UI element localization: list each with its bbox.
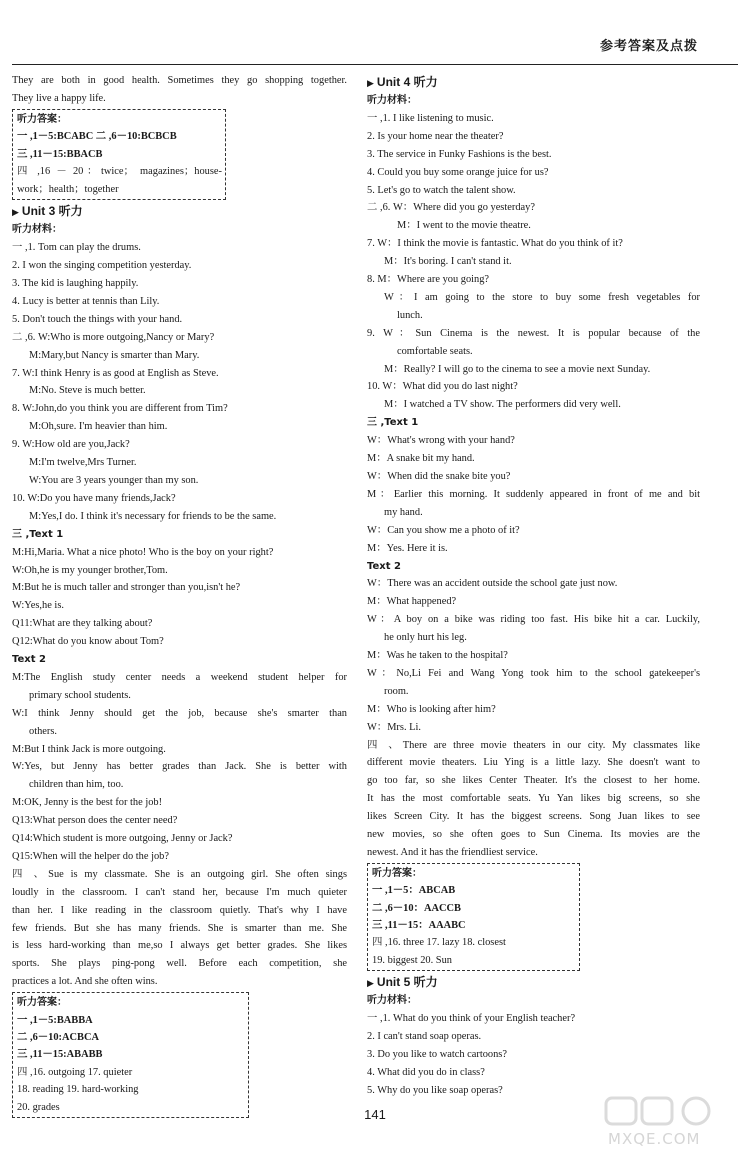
passage-line: is less hard-working than me,so I always get better grades. She likes: [12, 940, 347, 952]
triangle-bullet-icon: ▶: [367, 78, 374, 88]
header-title: 参考答案及点拨: [599, 39, 698, 54]
question-line: Q12:What do you know about Tom?: [12, 636, 164, 648]
dialogue-line: W：When did the snake bite you?: [367, 471, 511, 482]
dialogue-line: M:Mary,but Nancy is smarter than Mary.: [29, 349, 200, 361]
question-line: Q13:What person does the center need?: [12, 815, 178, 827]
dialogue-line: M:But he is much taller and stronger than you,isn't he?: [12, 582, 241, 594]
dialogue-line: W：What's wrong with your hand?: [367, 435, 515, 447]
section-line: 4. What did you do in class?: [367, 1066, 485, 1078]
dialogue-line: M：Yes. Here it is.: [367, 542, 448, 554]
intro-line: They are both in good health. Sometimes they go shopping together.: [12, 75, 347, 86]
unit3-heading: ▶ Unit 3 听力: [12, 204, 83, 219]
question-line: Q11:What are they talking about?: [12, 618, 153, 630]
right-column: [367, 72, 700, 1100]
answer-line: 三 ,11－15:BBACB: [17, 148, 103, 160]
material-label: 听力材料：: [12, 224, 62, 236]
section-line: 4. Lucy is better at tennis than Lily.: [12, 295, 160, 307]
dialogue-line: W：No,Li Fei and Wang Yong took him to the school gatekeeper's: [367, 667, 700, 679]
passage-line: 四 、Sue is my classmate. She is an outgoing girl. She often sings: [12, 868, 347, 880]
passage-line: different movie theaters. Liu Ying is a little lazy. She doesn't want to: [367, 757, 700, 769]
dialogue-line: M:But I think Jack is more outgoing.: [12, 743, 166, 755]
answer-line: 一 ,1－5：ABCAB: [372, 885, 456, 897]
dialogue-line: M:Hi,Maria. What a nice photo! Who is the boy on your right?: [12, 546, 274, 558]
material-label: 听力材料：: [367, 95, 417, 106]
dialogue-line: M:Oh,sure. I'm heavier than him.: [29, 421, 168, 433]
dialogue-line: M:Yes,I do. I think it's necessary for friends to be the same.: [29, 510, 277, 522]
passage-line: sports. She plays ping-pong well. Before each competition, she: [12, 958, 347, 970]
dialogue-line: M：A snake bit my hand.: [367, 453, 475, 465]
unit5-heading: ▶ Unit 5 听力: [367, 975, 438, 990]
dialogue-line: M:No. Steve is much better.: [29, 385, 146, 397]
answer-line: 四 ,16 － 20：twice； magazines；house-: [17, 166, 222, 178]
passage-line: few friends. But she has many friends. She is smarter than me. She: [12, 922, 347, 934]
answer-line: 一 ,1－5:BABBA: [17, 1014, 93, 1026]
section-line: 5. Don't touch the things with your hand.: [12, 313, 183, 325]
passage-line: new movies, so she often goes to Sun Cinema. Its movies are the: [367, 829, 700, 840]
dialogue-line: 10. W：What did you do last night?: [367, 381, 518, 393]
answer-line: 四 ,16. outgoing 17. quieter: [17, 1066, 133, 1078]
section-line: 2. I won the singing competition yesterday.: [12, 260, 192, 272]
section-line: 3. The service in Funky Fashions is the best.: [367, 148, 552, 160]
text2-label: Text 2: [12, 654, 46, 666]
passage-line: likes Screen City. It has the biggest screens. Song Juan likes to see: [367, 811, 700, 823]
passage-line: loudly in the classroom. I can't stand her, because I'm much quieter: [12, 886, 347, 898]
section-line: 5. Why do you like soap operas?: [367, 1084, 503, 1096]
dialogue-line: 二 ,6. W：Where did you go yesterday?: [367, 202, 535, 214]
answer-line: 一 ,1－5:BCABC 二 ,6－10:BCBCB: [17, 131, 177, 143]
dialogue-line: lunch.: [397, 309, 423, 321]
dialogue-line: W：There was an accident outside the school gate just now.: [367, 578, 618, 590]
dialogue-line: M：Who is looking after him?: [367, 703, 496, 715]
header-rule: [12, 64, 738, 65]
answer-line: 二 ,6－10：AACCB: [372, 902, 461, 914]
dialogue-line: he only hurt his leg.: [384, 632, 467, 644]
dialogue-line: children than him, too.: [29, 779, 124, 791]
section-line: 一 ,1. I like listening to music.: [367, 112, 494, 124]
passage-line: 四 、There are three movie theaters in our city. My classmates like: [367, 739, 700, 751]
triangle-bullet-icon: ▶: [367, 978, 374, 989]
answer-line: 19. biggest 20. Sun: [372, 954, 452, 966]
dialogue-line: my hand.: [384, 506, 423, 518]
answer-line: 三 ,11－15:ABABB: [17, 1049, 103, 1061]
dialogue-line: 10. W:Do you have many friends,Jack?: [12, 492, 176, 504]
unit4-heading: ▶ Unit 4 听力: [367, 75, 438, 89]
dialogue-line: W:I think Jenny should get the job, because she's smarter than: [12, 707, 347, 719]
answer-line: 二 ,6－10:ACBCA: [17, 1031, 99, 1043]
dialogue-line: M：What happened?: [367, 596, 457, 608]
watermark-text: MXQE.COM: [608, 1130, 701, 1148]
section-line: 2. I can't stand soap operas.: [367, 1031, 482, 1043]
dialogue-line: M:The English study center needs a weekend student helper for: [12, 671, 347, 683]
section-line: 一 ,1. Tom can play the drums.: [12, 242, 141, 254]
watermark-logo: [602, 1094, 742, 1150]
dialogue-line: M：It's boring. I can't stand it.: [384, 256, 512, 268]
passage-line: than her. I like reading in the classroom quietly. That's why I have: [12, 904, 347, 916]
intro-line: They live a happy life.: [12, 92, 106, 104]
dialogue-line: W：A boy on a bike was riding too fast. His bike hit a car. Luckily,: [367, 614, 700, 626]
text2-label: Text 2: [367, 560, 401, 572]
dialogue-line: others.: [29, 725, 57, 737]
dialogue-line: M：Really? I will go to the cinema to see a movie next Sunday.: [384, 363, 651, 375]
dialogue-line: room.: [384, 685, 409, 697]
section-line: 3. Do you like to watch cartoons?: [367, 1048, 507, 1060]
section-line: 3. The kid is laughing happily.: [12, 278, 139, 290]
dialogue-line: 9. W:How old are you,Jack?: [12, 439, 130, 451]
passage-line: It has the most comfortable seats. Yu Yan likes big screens, so she: [367, 793, 700, 805]
dialogue-line: 7. W：I think the movie is fantastic. What do you think of it?: [367, 238, 623, 250]
passage-line: practices a lot. And she often wins.: [12, 976, 158, 988]
triangle-bullet-icon: ▶: [12, 207, 19, 218]
answer-line: 18. reading 19. hard-working: [17, 1084, 139, 1096]
section-line: 2. Is your home near the theater?: [367, 130, 504, 142]
dialogue-line: M：I went to the movie theatre.: [397, 220, 531, 232]
dialogue-line: W：Mrs. Li.: [367, 721, 421, 733]
section-line: 一 ,1. What do you think of your English teacher?: [367, 1013, 576, 1025]
dialogue-line: 7. W:I think Henry is as good at English as Steve.: [12, 367, 219, 379]
dialogue-line: M：Was he taken to the hospital?: [367, 650, 508, 662]
dialogue-line: M：I watched a TV show. The performers did very well.: [384, 399, 621, 411]
dialogue-line: W:You are 3 years younger than my son.: [29, 475, 199, 486]
dialogue-line: 8. W:John,do you think you are different from Tim?: [12, 403, 228, 415]
dialogue-line: M:I'm twelve,Mrs Turner.: [29, 457, 137, 469]
dialogue-line: primary school students.: [29, 689, 131, 701]
text1-label: 三 ,Text 1: [12, 528, 64, 540]
dialogue-line: W:Yes, but Jenny has better grades than Jack. She is better with: [12, 761, 347, 773]
page-header: [0, 0, 750, 62]
answer-line: work；health；together: [17, 183, 119, 195]
answer-box-unit3: [12, 992, 249, 1118]
dialogue-line: 9. W：Sun Cinema is the newest. It is popular because of the: [367, 327, 700, 339]
dialogue-line: 8. M：Where are you going?: [367, 274, 490, 286]
dialogue-line: 二 ,6. W:Who is more outgoing,Nancy or Mary?: [12, 331, 215, 343]
dialogue-line: M：Earlier this morning. It suddenly appeared in front of me and bit: [367, 488, 700, 500]
answer-line: 三 ,11－15：AAABC: [372, 920, 466, 932]
answer-box-unit2: [12, 109, 226, 201]
answer-box-title: 听力答案：: [17, 113, 67, 125]
page-number: 141: [364, 1107, 386, 1122]
passage-line: newest. And it has the friendliest service.: [367, 846, 538, 858]
material-label: 听力材料：: [367, 995, 417, 1007]
dialogue-line: W:Oh,he is my younger brother,Tom.: [12, 564, 168, 576]
dialogue-line: M:OK, Jenny is the best for the job!: [12, 797, 163, 809]
section-line: 4. Could you buy some orange juice for us?: [367, 166, 549, 178]
dialogue-line: comfortable seats.: [397, 345, 473, 357]
dialogue-line: W：Can you show me a photo of it?: [367, 524, 520, 536]
dialogue-line: W:Yes,he is.: [12, 600, 64, 612]
question-line: Q15:When will the helper do the job?: [12, 850, 169, 862]
answer-line: 四 ,16. three 17. lazy 18. closest: [372, 937, 506, 949]
answer-box-title: 听力答案：: [17, 997, 67, 1009]
text1-label: 三 ,Text 1: [367, 417, 419, 429]
question-line: Q14:Which student is more outgoing, Jenny or Jack?: [12, 833, 233, 845]
section-line: 5. Let's go to watch the talent show.: [367, 184, 516, 196]
answer-box-unit4: [367, 863, 580, 971]
answer-line: 20. grades: [17, 1101, 60, 1113]
left-column: [12, 72, 347, 1120]
dialogue-line: W：I am going to the store to buy some fresh vegetables for: [384, 291, 700, 303]
passage-line: go too far, so she likes Center Theater. It's the closest to her home.: [367, 775, 700, 787]
answer-box-title: 听力答案：: [372, 867, 422, 879]
